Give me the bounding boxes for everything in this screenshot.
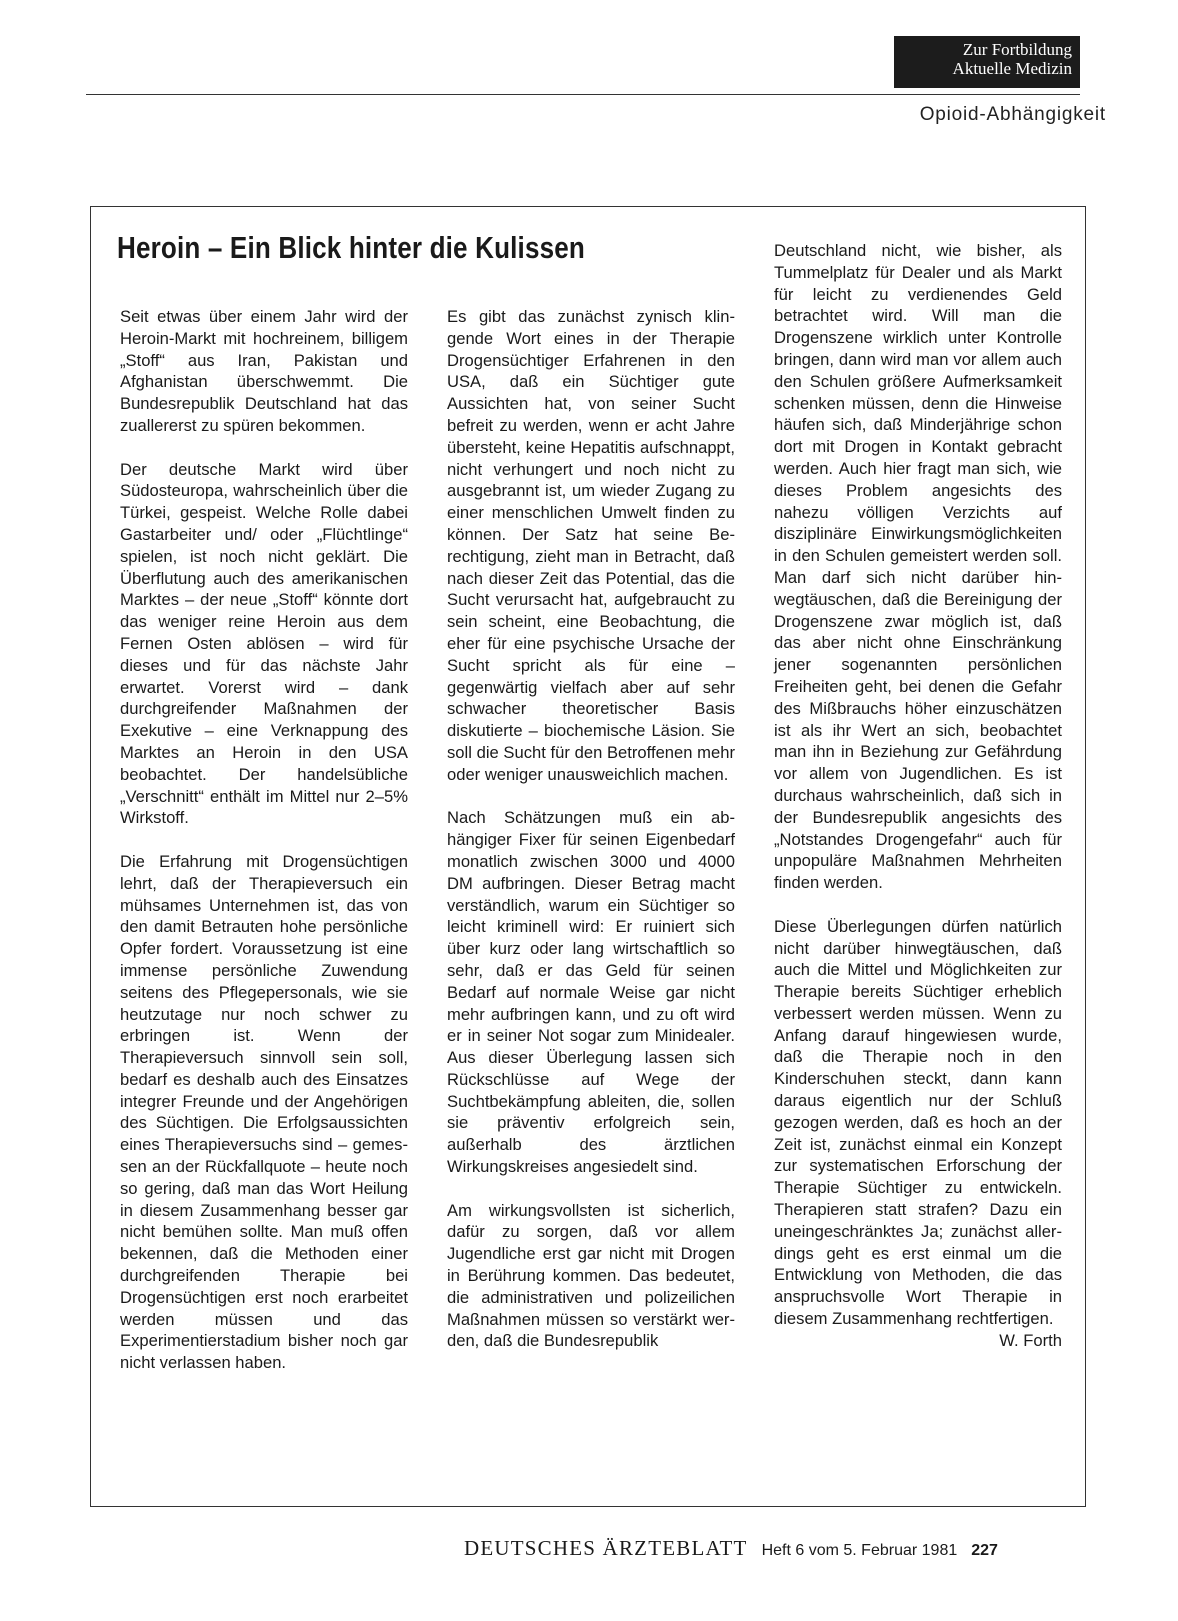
author-signature: W. Forth <box>999 1330 1062 1350</box>
paragraph: Es gibt das zunächst zynisch klingende Wort eines in der Therapie Drogensüchtiger Erfahrenen in den USA, daß ein Süchtiger gute Aussichten hat, von seiner Sucht befreit zu werden, wenn er acht Jahre übersteht, keine Hepatitis aufschnappt, nicht verhungert und noch nicht zu ausgebrannt ist, um wieder Zugang zu einer menschlichen Umwelt finden zu können. Der Satz hat seine Berechtigung, zieht man in Betracht, daß nach dieser Zeit das Potential, das die Sucht verursacht hat, aufgebraucht zu sein scheint, eine Beobachtung, die eher für eine psychische Ursache der Sucht spricht als für eine – gegenwärtig vielfach aber auf sehr schwacher theoretischer Basis diskutierte – biochemische Läsion. Sie soll die Sucht für den Betroffenen mehr oder weniger unausweichlich machen. <box>447 307 735 784</box>
article-column-1 <box>120 306 408 1374</box>
section-label: Opioid-Abhängigkeit <box>919 104 1106 125</box>
page-footer <box>464 1536 998 1561</box>
paragraph: Der deutsche Markt wird über Südosteuropa, wahrscheinlich über die Türkei, gespeist. Welche Rolle dabei Gastarbeiter und/ oder „Flüchtlinge“ spielen, ist noch nicht geklärt. Die Überflutung auch des amerikanischen Marktes – der neue „Stoff“ könnte dort das weniger reine Heroin aus dem Fernen Osten ablösen – wird für dieses und für das nächste Jahr erwartet. Vorerst wird – dank durchgreifender Maßnahmen der Exekutive – eine Verknappung des Marktes an Heroin in den USA beobachtet. Der handelsübliche „Verschnitt“ enthält im Mittel nur 2–5% Wirkstoff. <box>120 459 408 828</box>
paragraph: Die Erfahrung mit Drogensüchtigen lehrt, daß der Therapieversuch ein mühsames Unternehmen ist, das von den damit Betrauten hohe persönliche Opfer fordert. Voraussetzung ist eine immense persönliche Zuwendung seitens des Pflegepersonals, wie sie heutzutage nur noch schwer zu erbringen ist. Wenn der Therapieversuch sinnvoll sein soll, bedarf es deshalb auch des Einsatzes integrer Freunde und der Angehörigen des Süchtigen. Die Erfolgsaussichten eines Therapieversuchs sind – gemessen an der Rückfallquote – heute noch so gering, daß man das Wort Heilung in diesem Zusammenhang besser gar nicht bemühen sollte. Man muß offen bekennen, daß die Methoden einer durchgreifenden Therapie bei Drogensüchtigen erst noch erarbeitet werden müssen und das Experimentierstadium bisher noch gar nicht verlassen haben. <box>120 851 408 1373</box>
issue-info: Heft 6 vom 5. Februar 1981 <box>761 1542 958 1559</box>
header-rule <box>86 94 1080 95</box>
paragraph: Deutschland nicht, wie bisher, als Tummelplatz für Dealer und als Markt für leicht zu verdienendes Geld betrachtet wird. Will man die Drogenszene wirklich unter Kontrolle bringen, dann wird man vor allem auch den Schulen größere Aufmerksamkeit schenken müssen, denn die Hinweise häufen sich, daß Minderjährige schon dort mit Drogen in Kontakt gebracht werden. Auch hier fragt man sich, wie dieses Problem angesichts des nahezu völligen Verzichts auf disziplinäre Einwirkungsmöglichkeiten in den Schulen gemeistert werden soll. Man darf sich nicht darüber hinwegtäuschen, daß die Bereinigung der Drogenszene zwar möglich ist, daß das aber nicht ohne Einschränkung jener sogenannten persönlichen Freiheiten geht, bei denen die Gefahr des Mißbrauchs höher einzuschätzen ist als ihr Wert an sich, beobachtet man ihn in Beziehung zur Gefährdung vor allem von Jugendlichen. Es ist durchaus wahrscheinlich, daß sich in der Bundesrepublik angesichts des „Notstandes Drogengefahr“ auch für unpopuläre Maßnahmen Mehrheiten finden werden. <box>774 241 1062 893</box>
paragraph: Am wirkungsvollsten ist sicherlich, dafür zu sorgen, daß vor allem Jugendliche erst gar nicht mit Drogen in Berührung kommen. Das bedeutet, die administrativen und polizeilichen Maßnahmen müssen so verstärkt werden, daß die Bundesrepublik <box>447 1200 735 1351</box>
badge-line-medizin: Aktuelle Medizin <box>952 59 1072 78</box>
badge-line-fortbildung: Zur Fortbildung <box>962 40 1072 59</box>
article-column-3 <box>774 240 1062 1352</box>
article-column-2 <box>447 306 735 1352</box>
paragraph <box>774 916 1062 1350</box>
section-badge <box>894 36 1080 88</box>
page-number: 227 <box>971 1542 998 1559</box>
paragraph-text: Diese Überlegungen dürfen natürlich nicht darüber hinwegtäuschen, daß auch die Mittel und Möglichkeiten zur Therapie bereits Süchtiger erheblich verbessert werden müssen. Wenn zu Anfang darauf hingewiesen wurde, daß die Therapie noch in den Kinderschuhen steckt, dann kann daraus eigentlich nur der Schluß gezogen werden, daß es hoch an der Zeit ist, zunächst einmal ein Konzept zur systematischen Erforschung der Therapie Süchtiger zu entwickeln. Therapieren statt strafen? Dazu ein uneingeschränktes Ja; zunächst allerdings geht es erst einmal um die Entwicklung von Methoden, die das anspruchsvolle Wort Therapie in diesem Zusammenhang rechtfertigen. <box>774 916 1062 1329</box>
journal-name: DEUTSCHES ÄRZTEBLATT <box>464 1536 748 1560</box>
paragraph: Nach Schätzungen muß ein abhängiger Fixer für seinen Eigenbedarf monatlich zwischen 3000 und 4000 DM aufbringen. Dieser Betrag macht verständlich, warum ein Süchtiger so leicht kriminell wird: Er ruiniert sich über kurz oder lang wirtschaftlich so sehr, daß er das Geld für seinen Bedarf auf normale Weise gar nicht mehr aufbringen kann, und zu oft wird er in seiner Not sogar zum Minidealer. Aus dieser Überlegung lassen sich Rückschlüsse auf Wege der Suchtbekämpfung ableiten, die, sollen sie präventiv erfolgreich sein, außerhalb des ärztlichen Wirkungskreises angesiedelt sind. <box>447 808 735 1177</box>
article-title: Heroin – Ein Blick hinter die Kulissen <box>117 230 585 265</box>
paragraph: Seit etwas über einem Jahr wird der Heroin-Markt mit hochreinem, billigem „Stoff“ aus Iran, Pakistan und Afghanistan überschwemmt. Die Bundesrepublik Deutschland hat das zuallererst zu spüren bekommen. <box>120 307 408 435</box>
